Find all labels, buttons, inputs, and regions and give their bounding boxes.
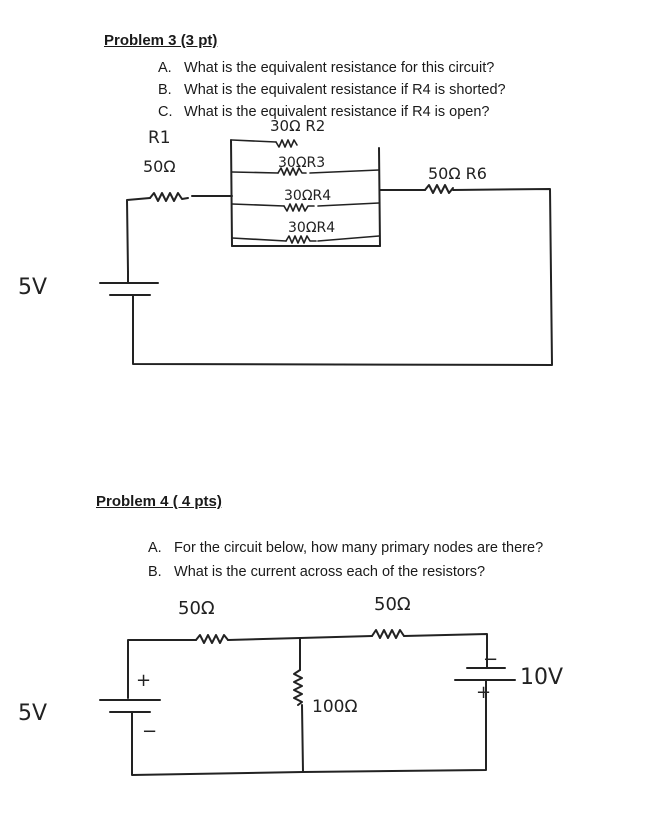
question-label: A.	[148, 540, 162, 556]
question-label: B.	[148, 564, 162, 580]
right-minus-sign: −	[483, 649, 499, 670]
parallel-block-right	[379, 148, 380, 246]
r4a-label: 30ΩR4	[284, 188, 332, 204]
r-right-resistor	[372, 630, 404, 638]
question-text: What is the equivalent resistance if R4 is shorted?	[184, 82, 506, 98]
wire-top-right	[404, 634, 487, 668]
r-mid-label: 100Ω	[312, 697, 358, 717]
parallel-block-left	[231, 140, 232, 246]
r4b-label: 30ΩR4	[288, 220, 336, 236]
question-label: A.	[158, 60, 172, 76]
wire-mid-bottom	[302, 705, 303, 772]
left-plus-sign: +	[136, 670, 152, 691]
problem-3-circuit	[18, 117, 552, 365]
r4a-resistor	[284, 204, 314, 211]
source-left-label: 5V	[18, 701, 48, 726]
r3-label: 30ΩR3	[278, 155, 326, 171]
source-5v-label: 5V	[18, 275, 48, 300]
r1-value-label: 50Ω	[143, 157, 176, 176]
wire-bottom	[132, 694, 486, 775]
r4b-resistor	[286, 236, 316, 243]
r2-label: 30Ω R2	[270, 117, 326, 135]
r1-name-label: R1	[148, 128, 171, 148]
question-text: What is the current across each of the resistors?	[174, 564, 486, 580]
question-text: What is the equivalent resistance if R4 is open?	[184, 104, 490, 120]
problem-4-circuit	[18, 594, 563, 775]
source-right-label: 10V	[520, 665, 564, 690]
r1-resistor	[150, 193, 188, 201]
question-text: For the circuit below, how many primary nodes are there?	[174, 540, 544, 556]
r6-label: 50Ω R6	[428, 164, 487, 183]
wire-left-top	[127, 198, 150, 272]
question-label: B.	[158, 82, 172, 98]
branch-r2-wire	[232, 140, 276, 142]
r-mid-resistor	[294, 670, 302, 705]
wire-right-side	[133, 189, 552, 365]
r-left-resistor	[196, 635, 228, 643]
question-label: C.	[158, 104, 173, 120]
problem-4-heading: Problem 4 ( 4 pts)	[96, 493, 222, 510]
left-minus-sign: −	[142, 721, 158, 742]
r-right-label: 50Ω	[374, 594, 411, 615]
r-left-label: 50Ω	[178, 598, 215, 619]
r6-resistor	[425, 185, 453, 193]
r2-resistor	[276, 140, 297, 147]
problem-3-heading: Problem 3 (3 pt)	[104, 32, 218, 49]
question-text: What is the equivalent resistance for this circuit?	[184, 60, 495, 76]
right-plus-sign: +	[476, 682, 492, 703]
